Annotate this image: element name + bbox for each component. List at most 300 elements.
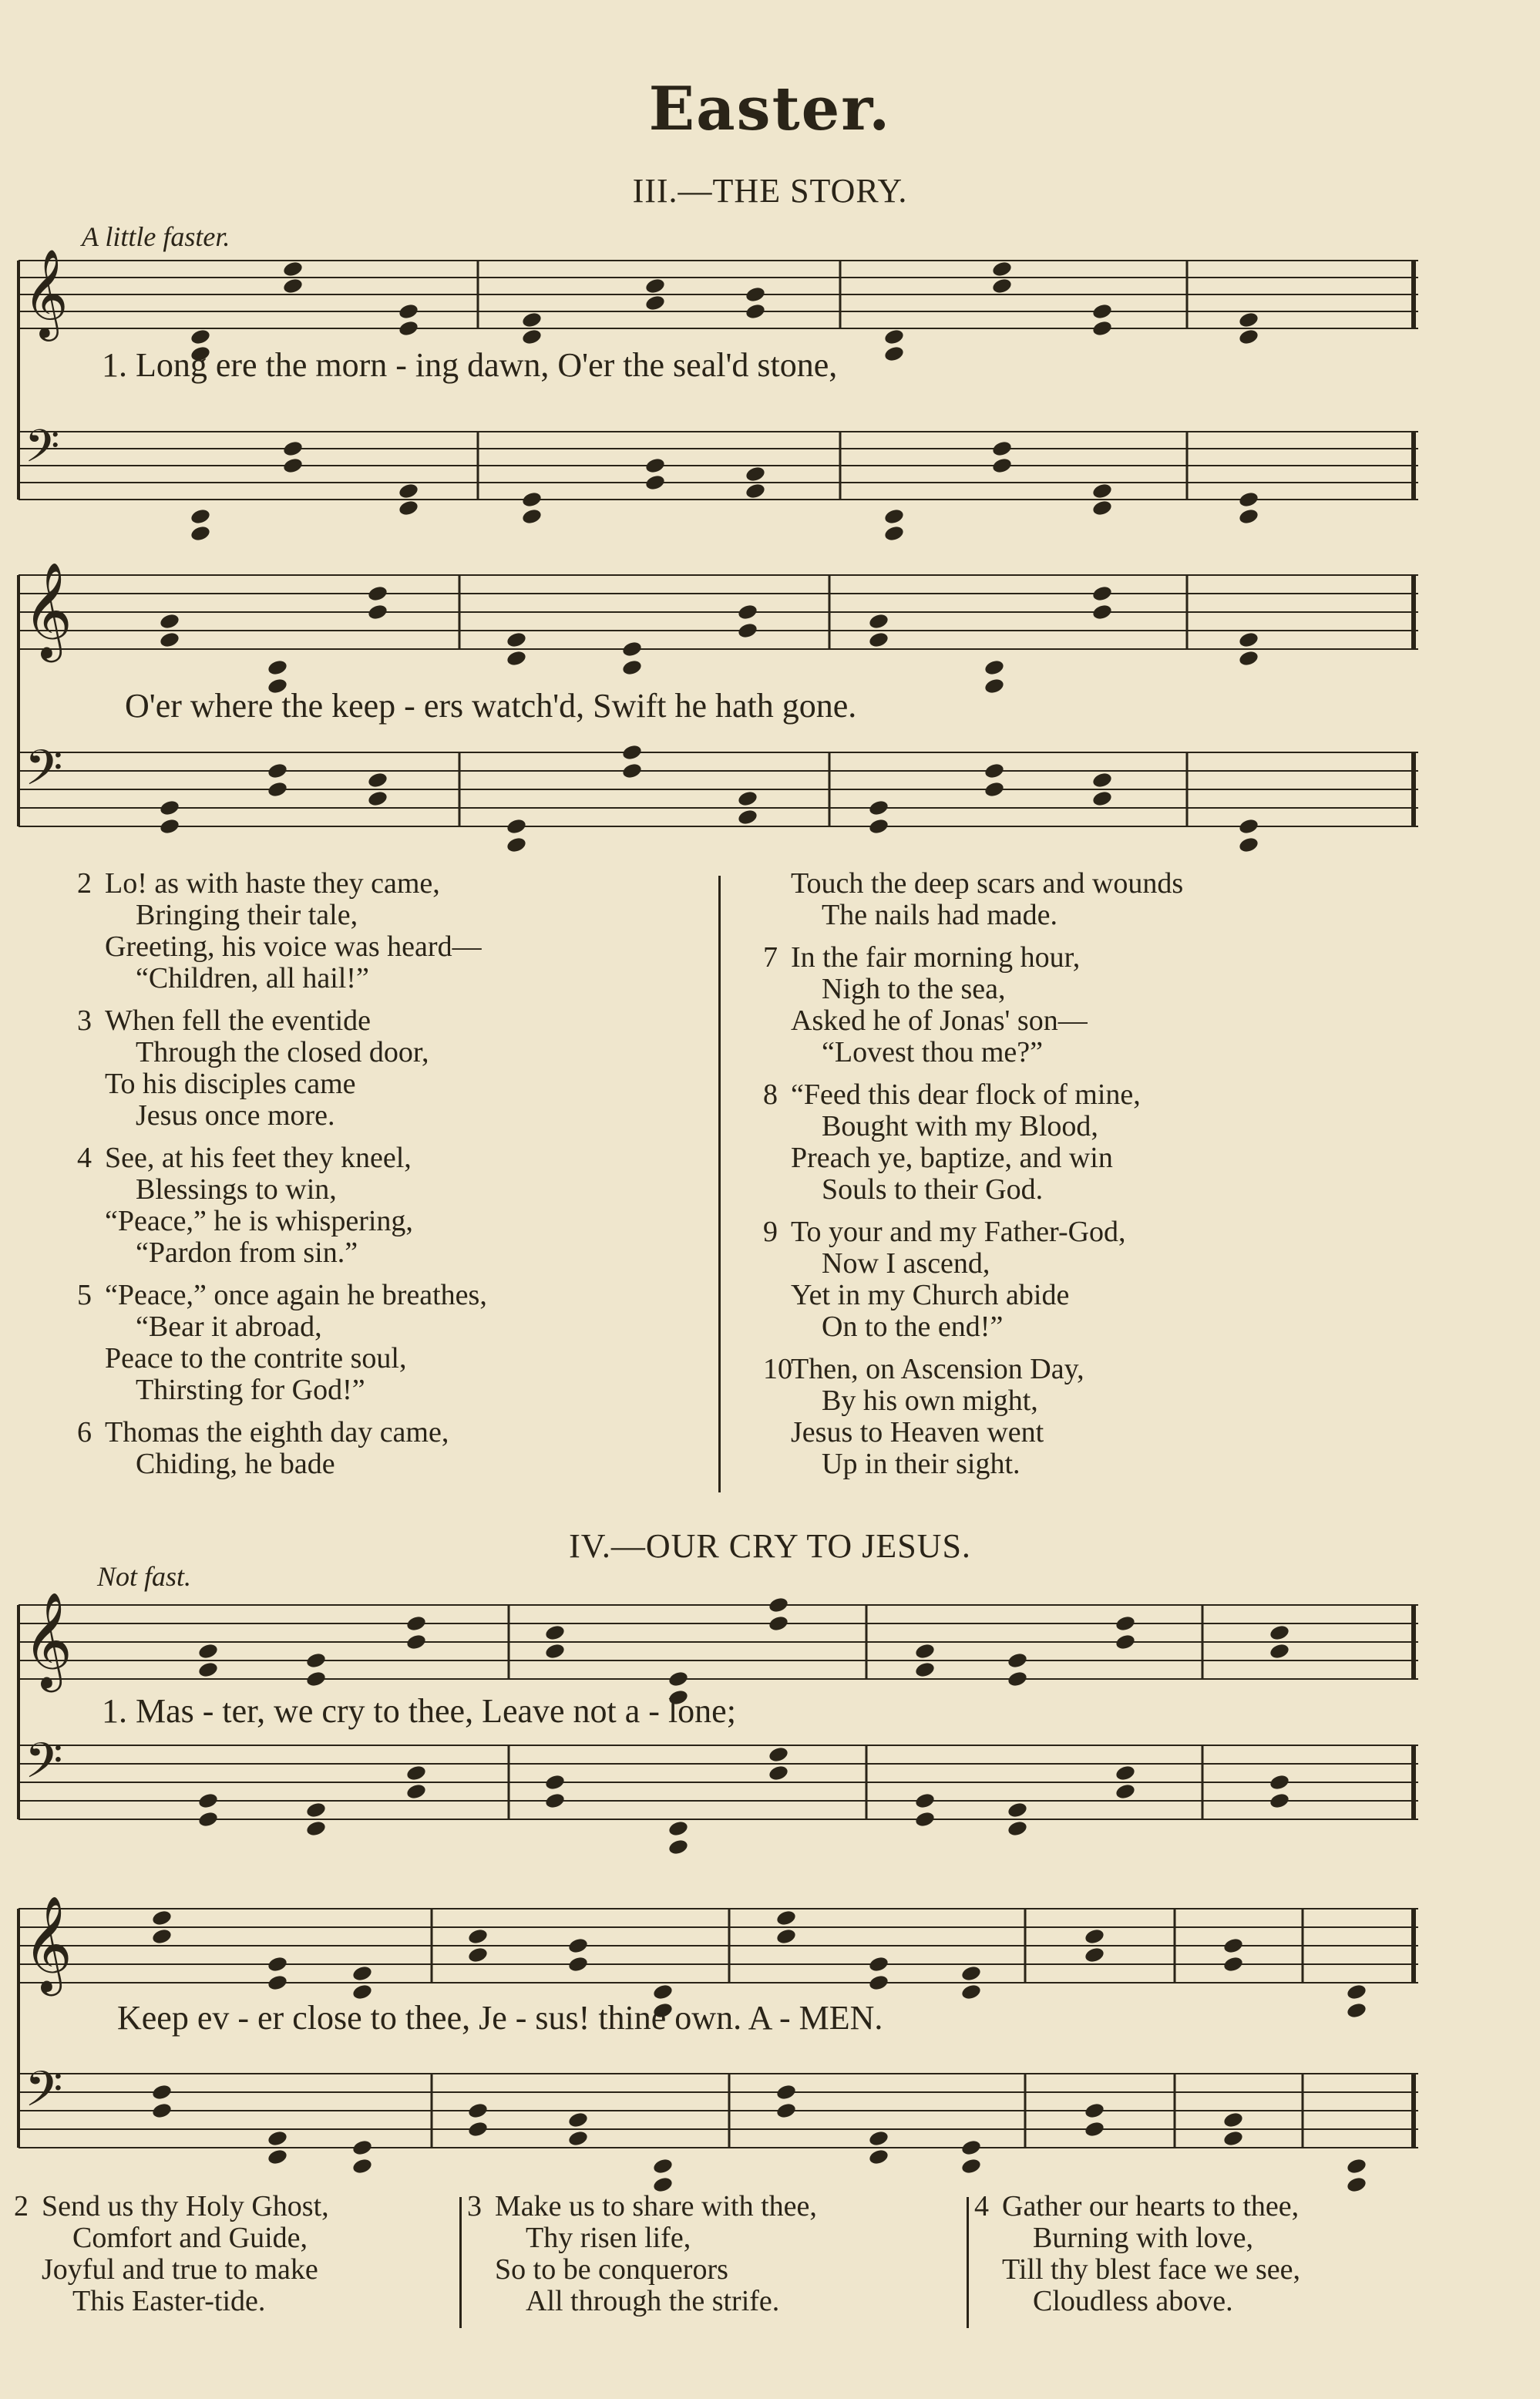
verse-text: Peace to the contrite soul, [105, 1342, 407, 1374]
verse-text: In the fair morning hour, [791, 941, 1081, 974]
note-head [1115, 1633, 1136, 1650]
verse-text: Burning with love, [1033, 2222, 1254, 2254]
note-head [868, 1955, 889, 1973]
note-head [351, 2157, 373, 2175]
note-head [544, 1773, 566, 1791]
note-head [1091, 771, 1113, 789]
note-head [745, 285, 766, 303]
verse [14, 2191, 469, 2317]
note-head [1091, 302, 1113, 320]
note-head [768, 1745, 789, 1763]
verse-line [763, 1174, 1457, 1206]
note-head [190, 328, 211, 345]
verse [77, 1005, 717, 1132]
note-head [1238, 817, 1259, 835]
verse-line [77, 1343, 717, 1374]
note-head [644, 473, 666, 491]
verse-line [77, 1005, 717, 1037]
verse-text: Joyful and true to make [42, 2253, 318, 2286]
hymn4-tempo-marking: Not fast. [97, 1561, 192, 1592]
note-head [621, 743, 643, 761]
note-head [197, 1642, 219, 1660]
note-head [960, 1983, 982, 2000]
note-head [667, 1838, 689, 1856]
hymn3-verses-right [763, 868, 1457, 1491]
note-head [1238, 631, 1259, 648]
note-head [151, 1909, 173, 1926]
note-head [768, 1596, 789, 1613]
verse-text: Gather our hearts to thee, [1002, 2190, 1300, 2222]
verse-line [467, 2254, 968, 2286]
verse-text: Bringing their tale, [136, 899, 358, 931]
note-head [151, 2101, 173, 2119]
verse [77, 1142, 717, 1269]
verse-line [77, 931, 717, 963]
verse-line [974, 2254, 1514, 2286]
note-head [159, 817, 180, 835]
verse-line [14, 2286, 469, 2317]
verse-line [763, 1248, 1457, 1280]
verse-line [763, 1216, 1457, 1248]
note-head [267, 1973, 288, 1991]
verse-number: 8 [763, 1078, 778, 1111]
note-head [737, 603, 758, 621]
verse-number: 4 [974, 2190, 989, 2222]
verse-text: Blessings to win, [136, 1173, 337, 1206]
verse-text: Thomas the eighth day came, [105, 1416, 449, 1448]
note-head [367, 789, 388, 807]
note-head [991, 456, 1013, 474]
note-head [267, 2129, 288, 2147]
verse-text: Lo! as with haste they came, [105, 867, 440, 900]
note-head [1238, 836, 1259, 853]
verse-line [467, 2286, 968, 2317]
note-head [506, 817, 527, 835]
note-head [467, 1927, 489, 1945]
note-head [1084, 1946, 1105, 1963]
note-head [868, 2129, 889, 2147]
verse-text: To your and my Father-God, [791, 1216, 1126, 1248]
verse-text: “Children, all hail!” [136, 962, 369, 994]
note-head [1269, 1773, 1290, 1791]
note-head [405, 1633, 427, 1650]
note-head [544, 1642, 566, 1660]
treble-clef-icon: 𝄞 [23, 562, 72, 658]
note-head [1238, 328, 1259, 345]
note-head [305, 1670, 327, 1687]
bass-clef-icon: 𝄢 [25, 1733, 63, 1802]
verse-line [763, 974, 1457, 1005]
note-head [506, 631, 527, 648]
note-head [745, 465, 766, 483]
note-head [567, 1955, 589, 1973]
verse-text: Till thy blest face we see, [1002, 2253, 1300, 2286]
verse-line [763, 1311, 1457, 1343]
verse-line [974, 2286, 1514, 2317]
note-head [1115, 1764, 1136, 1782]
note-head [398, 319, 419, 337]
hymn4-verse-3 [467, 2191, 968, 2328]
note-head [1084, 2101, 1105, 2119]
note-head [305, 1801, 327, 1819]
verse-text: Up in their sight. [822, 1448, 1021, 1480]
verse-number: 3 [467, 2190, 482, 2222]
verse-number: 10 [763, 1353, 792, 1385]
note-head [914, 1642, 936, 1660]
verse-line [467, 2222, 968, 2254]
verse-line [77, 1311, 717, 1343]
note-head [1222, 2129, 1244, 2147]
verse [763, 1354, 1457, 1480]
hymn4-heading: IV.—OUR CRY TO JESUS. [569, 1527, 971, 1565]
note-head [1346, 2001, 1367, 2019]
note-head [467, 2120, 489, 2138]
note-head [282, 277, 304, 294]
verse-line [77, 1280, 717, 1311]
hymn4-verse-4 [974, 2191, 1514, 2328]
verse-line [763, 1354, 1457, 1385]
column-divider [459, 2197, 462, 2328]
verse-number: 5 [77, 1279, 92, 1311]
note-head [1091, 499, 1113, 516]
note-head [1091, 789, 1113, 807]
verse-line [763, 1079, 1457, 1111]
note-head [737, 789, 758, 807]
verse-line [77, 1374, 717, 1406]
note-head [544, 1623, 566, 1641]
treble-clef-icon: 𝄞 [23, 249, 69, 338]
verse-line [974, 2191, 1514, 2222]
note-head [1084, 2120, 1105, 2138]
note-head [544, 1792, 566, 1809]
verse-line [763, 900, 1457, 931]
verse [763, 868, 1457, 931]
note-head [405, 1614, 427, 1632]
note-head [1084, 1927, 1105, 1945]
verse-text: Then, on Ascension Day, [791, 1353, 1084, 1385]
hymn3-verses-left [77, 868, 717, 1491]
note-head [282, 439, 304, 457]
verse [467, 2191, 968, 2317]
verse-line [77, 1448, 717, 1480]
verse-text: “Pardon from sin.” [136, 1237, 358, 1269]
verse-text: “Feed this dear flock of mine, [791, 1078, 1141, 1111]
note-head [984, 780, 1005, 798]
verse-text: “Peace,” once again he breathes, [105, 1279, 487, 1311]
note-head [868, 2148, 889, 2165]
note-head [1238, 311, 1259, 328]
note-head [768, 1764, 789, 1782]
verse-line [467, 2191, 968, 2222]
verse-number: 2 [77, 867, 92, 900]
note-head [984, 677, 1005, 695]
note-head [991, 439, 1013, 457]
note-head [768, 1614, 789, 1632]
note-head [868, 1973, 889, 1991]
verse-line [763, 1037, 1457, 1068]
note-head [667, 1819, 689, 1837]
verse [77, 1417, 717, 1480]
verse-text: Thy risen life, [526, 2222, 691, 2254]
verse-line [14, 2254, 469, 2286]
note-head [267, 1955, 288, 1973]
note-head [1007, 1651, 1028, 1669]
note-head [621, 658, 643, 676]
note-head [1346, 1983, 1367, 2000]
verse-line [763, 1417, 1457, 1448]
note-head [737, 621, 758, 639]
note-head [737, 808, 758, 826]
treble-clef-icon: 𝄞 [23, 1896, 72, 1992]
verse-text: See, at his feet they kneel, [105, 1142, 412, 1174]
note-head [621, 762, 643, 779]
note-head [1238, 507, 1259, 525]
note-head [567, 2111, 589, 2128]
verse-line [77, 868, 717, 900]
note-head [775, 1927, 797, 1945]
verse-line [763, 1280, 1457, 1311]
verse-text: Touch the deep scars and wounds [791, 867, 1184, 900]
page-title: Easter. [648, 74, 892, 144]
note-head [1346, 2157, 1367, 2175]
note-head [1007, 1801, 1028, 1819]
verse-line [77, 1417, 717, 1448]
note-head [960, 2157, 982, 2175]
note-head [1269, 1642, 1290, 1660]
note-head [984, 658, 1005, 676]
note-head [868, 612, 889, 630]
note-head [745, 482, 766, 500]
verse-text: To his disciples came [105, 1068, 356, 1100]
verse-text: Chiding, he bade [136, 1448, 335, 1480]
note-head [775, 2083, 797, 2101]
note-head [506, 649, 527, 667]
verse-line [77, 1068, 717, 1100]
verse [77, 1280, 717, 1406]
verse-text: When fell the eventide [105, 1004, 372, 1037]
verse-text: “Peace,” he is whispering, [105, 1205, 413, 1237]
column-divider [967, 2197, 969, 2328]
verse [974, 2191, 1514, 2317]
note-head [305, 1651, 327, 1669]
hymn4-verse-2 [14, 2191, 469, 2328]
note-head [190, 507, 211, 525]
note-head [1222, 1955, 1244, 1973]
verse-line [763, 942, 1457, 974]
note-head [745, 302, 766, 320]
verse-line [763, 1448, 1457, 1480]
verse-line [14, 2191, 469, 2222]
note-head [521, 311, 543, 328]
verse-number: 4 [77, 1142, 92, 1174]
hymn4-lyrics-line-1: 1. Mas - ter, we cry to thee, Leave not a - lone; [102, 1692, 736, 1730]
verse-line [763, 1111, 1457, 1142]
note-head [991, 260, 1013, 278]
verse-text: Preach ye, baptize, and win [791, 1142, 1113, 1174]
verse-text: Now I ascend, [822, 1247, 990, 1280]
note-head [883, 524, 905, 542]
verse-line [77, 1174, 717, 1206]
note-head [1222, 2111, 1244, 2128]
treble-clef-icon: 𝄞 [23, 1592, 72, 1688]
note-head [644, 456, 666, 474]
note-head [405, 1782, 427, 1800]
verse-line [763, 868, 1457, 900]
note-head [1091, 319, 1113, 337]
verse-text: This Easter-tide. [72, 2285, 266, 2317]
verse-line [77, 1142, 717, 1174]
note-head [398, 302, 419, 320]
note-head [267, 2148, 288, 2165]
hymn3-lyrics-line-2: O'er where the keep - ers watch'd, Swift he hath gone. [125, 687, 857, 725]
verse-text: The nails had made. [822, 899, 1058, 931]
note-head [1115, 1782, 1136, 1800]
verse-line [77, 900, 717, 931]
note-head [190, 524, 211, 542]
verse-text: Jesus once more. [136, 1099, 335, 1132]
note-head [267, 762, 288, 779]
note-head [1091, 584, 1113, 602]
verse-text: Bought with my Blood, [822, 1110, 1098, 1142]
verse-line [763, 1142, 1457, 1174]
verse-line [763, 1005, 1457, 1037]
note-head [467, 1946, 489, 1963]
note-head [367, 771, 388, 789]
note-head [775, 1909, 797, 1926]
note-head [883, 345, 905, 362]
verse-line [77, 1237, 717, 1269]
note-head [151, 1927, 173, 1945]
verse-text: Comfort and Guide, [72, 2222, 308, 2254]
note-head [521, 490, 543, 508]
verse-line [77, 963, 717, 994]
note-head [914, 1660, 936, 1678]
note-head [667, 1670, 689, 1687]
note-head [991, 277, 1013, 294]
note-head [521, 507, 543, 525]
verse-text: Yet in my Church abide [791, 1279, 1070, 1311]
note-head [775, 2101, 797, 2119]
note-head [197, 1660, 219, 1678]
verse-line [14, 2222, 469, 2254]
note-head [868, 631, 889, 648]
verse-text: Jesus to Heaven went [791, 1416, 1044, 1448]
verse-text: On to the end!” [822, 1311, 1004, 1343]
note-head [1222, 1936, 1244, 1954]
note-head [914, 1792, 936, 1809]
hymn3-heading: III.—THE STORY. [632, 172, 908, 210]
note-head [960, 2138, 982, 2156]
verse [763, 1216, 1457, 1343]
note-head [621, 640, 643, 658]
note-head [267, 658, 288, 676]
note-head [1007, 1670, 1028, 1687]
verse-number: 2 [14, 2190, 29, 2222]
verse-text: So to be conquerors [495, 2253, 728, 2286]
verse-line [77, 1206, 717, 1237]
verse-text: “Bear it abroad, [136, 1311, 322, 1343]
verse-number: 6 [77, 1416, 92, 1448]
note-head [398, 499, 419, 516]
verse-text: Cloudless above. [1033, 2285, 1233, 2317]
note-head [1238, 490, 1259, 508]
note-head [197, 1792, 219, 1809]
note-head [159, 631, 180, 648]
verse-line [77, 1100, 717, 1132]
note-head [367, 584, 388, 602]
note-head [405, 1764, 427, 1782]
note-head [883, 507, 905, 525]
note-head [282, 456, 304, 474]
hymn3-lyrics-line-1: 1. Long ere the morn - ing dawn, O'er the seal'd stone, [102, 346, 838, 384]
verse-number: 7 [763, 941, 778, 974]
bass-clef-icon: 𝄢 [25, 740, 63, 809]
note-head [1269, 1792, 1290, 1809]
hymn3-tempo-marking: A little faster. [82, 221, 230, 252]
note-head [159, 799, 180, 816]
verse-text: Send us thy Holy Ghost, [42, 2190, 329, 2222]
verse [77, 868, 717, 994]
note-head [652, 2157, 674, 2175]
bass-clef-icon: 𝄢 [25, 2061, 63, 2130]
note-head [644, 277, 666, 294]
note-head [567, 1936, 589, 1954]
verse-text: Greeting, his voice was heard— [105, 930, 482, 963]
note-head [883, 328, 905, 345]
verse-number: 9 [763, 1216, 778, 1248]
note-head [984, 762, 1005, 779]
note-head [1269, 1623, 1290, 1641]
note-head [868, 817, 889, 835]
verse-text: “Lovest thou me?” [822, 1036, 1044, 1068]
verse-text: Through the closed door, [136, 1036, 429, 1068]
verse [763, 1079, 1457, 1206]
note-head [351, 2138, 373, 2156]
note-head [467, 2101, 489, 2119]
note-head [1007, 1819, 1028, 1837]
note-head [506, 836, 527, 853]
note-head [1091, 482, 1113, 500]
verse [763, 942, 1457, 1068]
note-head [367, 603, 388, 621]
verse-text: Thirsting for God!” [136, 1374, 365, 1406]
verse-text: By his own might, [822, 1385, 1038, 1417]
note-head [398, 482, 419, 500]
verse-number: 3 [77, 1004, 92, 1037]
note-head [1115, 1614, 1136, 1632]
note-head [1091, 603, 1113, 621]
note-head [521, 328, 543, 345]
note-head [868, 799, 889, 816]
verse-line [974, 2222, 1514, 2254]
note-head [305, 1819, 327, 1837]
verse-text: Nigh to the sea, [822, 973, 1006, 1005]
hymn4-lyrics-line-2: Keep ev - er close to thee, Je - sus! thine own. A - MEN. [117, 1999, 883, 2037]
note-head [197, 1810, 219, 1828]
verse-text: Souls to their God. [822, 1173, 1044, 1206]
note-head [267, 780, 288, 798]
note-head [351, 1964, 373, 1982]
verse-text: Make us to share with thee, [495, 2190, 817, 2222]
note-head [960, 1964, 982, 1982]
bass-clef-icon: 𝄢 [25, 420, 60, 483]
note-head [1238, 649, 1259, 667]
note-head [159, 612, 180, 630]
note-head [282, 260, 304, 278]
note-head [151, 2083, 173, 2101]
verse-text: Asked he of Jonas' son— [791, 1004, 1088, 1037]
verse-line [77, 1037, 717, 1068]
